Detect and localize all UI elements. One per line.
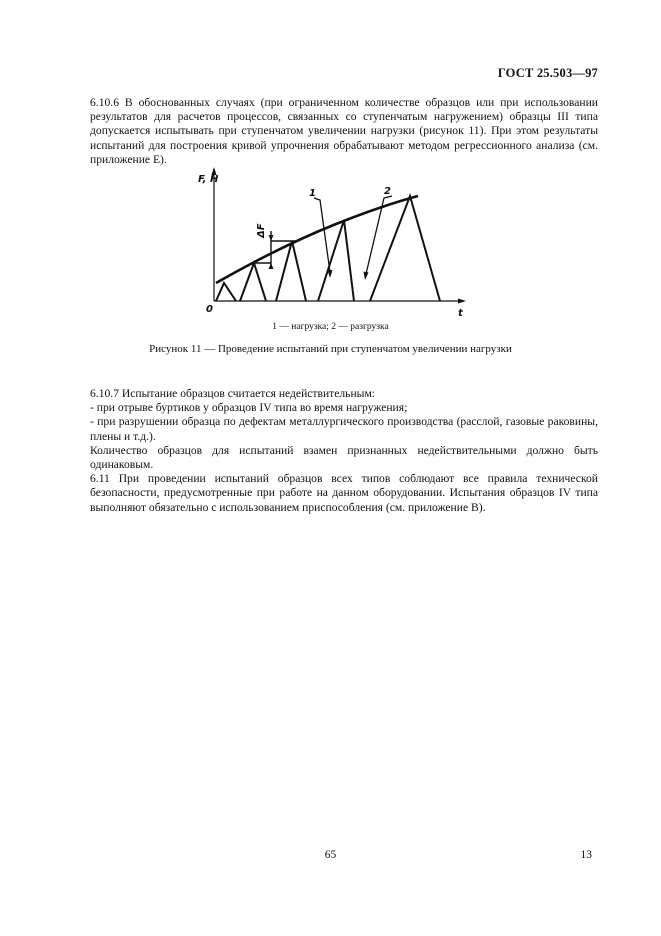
paragraph-6-10-7-note: Количество образцов для испытаний взамен признанных недействительными должно быть одинаковым.	[90, 443, 598, 472]
y-axis-label: F, H	[198, 174, 219, 185]
section-6-10-6	[90, 96, 598, 167]
x-axis-label: t	[458, 308, 463, 319]
sections-6-10-7-and-6-11	[90, 387, 598, 515]
leader-1-arrow	[328, 270, 333, 278]
paragraph-6-10-6: 6.10.6 В обоснованных случаях (при ограниченном количестве образцов или при использовании результатов для расчетов процессов, связанных со ступенчатым нагружением) образцы III типа допускается испытывать при ступенчатом увеличении нагрузки (рисунок 11). При этом результаты испытаний для построения кривой упрочнения обрабатывают методом регрессионного анализа (см. приложение Е).	[90, 96, 598, 166]
list-item-2: - при разрушении образца по дефектам металлургического производства (расслой, газовые раковины, плены и т.д.).	[90, 415, 598, 443]
cycle-4	[318, 220, 354, 301]
leader-1	[314, 198, 330, 272]
standard-header: ГОСТ 25.503—97	[497, 66, 598, 80]
leader-2-arrow	[364, 272, 369, 281]
figure-11	[196, 164, 472, 322]
page-number-right: 13	[580, 849, 592, 861]
delta-f-label: ΔF	[256, 223, 267, 238]
list-item-1: - при отрыве буртиков у образцов IV типа во время нагружения;	[90, 401, 408, 415]
x-axis-arrow	[458, 299, 466, 304]
delta-arrow-top	[269, 235, 274, 241]
hardening-curve	[216, 196, 418, 283]
marker-2-label: 2	[384, 186, 391, 197]
page-number-center: 65	[324, 849, 337, 861]
stepped-loading-diagram	[196, 164, 472, 322]
cycle-1	[216, 283, 236, 301]
figure-legend: 1 — нагрузка; 2 — разгрузка	[272, 322, 389, 332]
marker-1-label: 1	[309, 188, 316, 199]
delta-arrow-bottom	[269, 263, 274, 269]
paragraph-6-10-7-intro: 6.10.7 Испытание образцов считается недействительным:	[90, 387, 376, 400]
figure-caption: Рисунок 11 — Проведение испытаний при ступенчатом увеличении нагрузки	[149, 343, 512, 355]
origin-label: 0	[206, 304, 213, 315]
paragraph-6-11: 6.11 При проведении испытаний образцов всех типов соблюдают все правила технической безопасности, предусмотренные при работе на данном оборудовании. Испытания образцов IV типа выполняют обязательно с использованием приспособления (см. приложение В).	[90, 472, 598, 514]
